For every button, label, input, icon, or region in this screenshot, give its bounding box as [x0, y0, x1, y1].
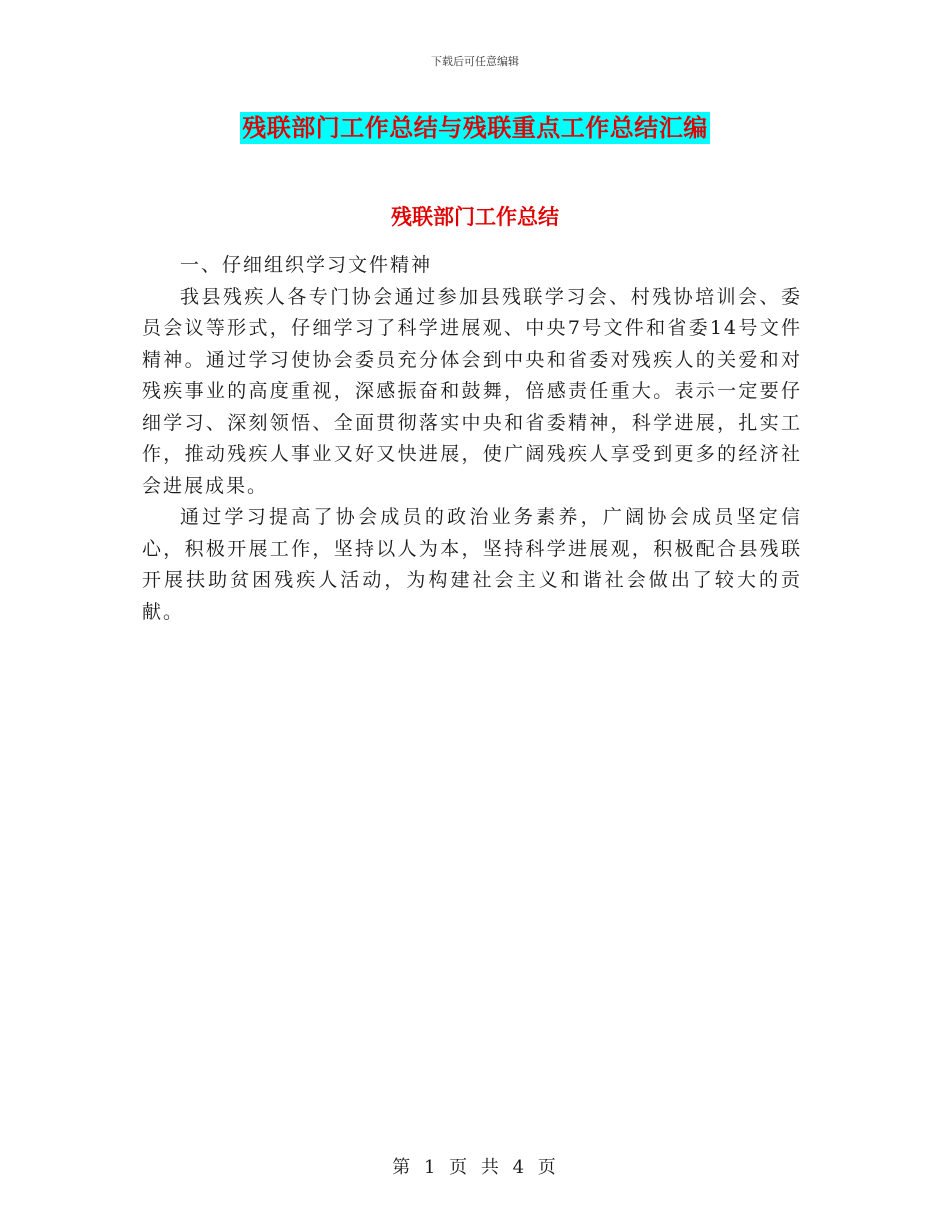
paragraph-2: 通过学习提高了协会成员的政治业务素养，广阔协会成员坚定信心，积极开展工作，坚持以人为本，坚持科学进展观，积极配合县残联开展扶助贫困残疾人活动，为构建社会主义和谐社会做出了较大的贡献。 [142, 506, 802, 623]
download-note: 下载后可任意编辑 [431, 55, 519, 68]
paragraph-1: 我县残疾人各专门协会通过参加县残联学习会、村残协培训会、委员会议等形式，仔细学习了科学进展观、中央7号文件和省委14号文件精神。通过学习使协会委员充分体会到中央和省委对残疾人的关爱和对残疾事业的高度重视，深感振奋和鼓舞，倍感责任重大。表示一定要仔细学习、深刻领悟、全面贯彻落实中央和省委精神，科学进展，扎实工作，推动残疾人事业又好又快进展，使广阔残疾人享受到更多的经济社会进展成果。 [142, 285, 802, 497]
page-number: 第 1 页 共 4 页 [392, 1157, 558, 1178]
section-heading: 一、仔细组织学习文件精神 [180, 254, 433, 276]
document-main-title: 残联部门工作总结与残联重点工作总结汇编 [242, 114, 708, 142]
section-title: 残联部门工作总结 [391, 205, 559, 229]
main-title-container [0, 112, 950, 144]
document-body [142, 250, 802, 628]
